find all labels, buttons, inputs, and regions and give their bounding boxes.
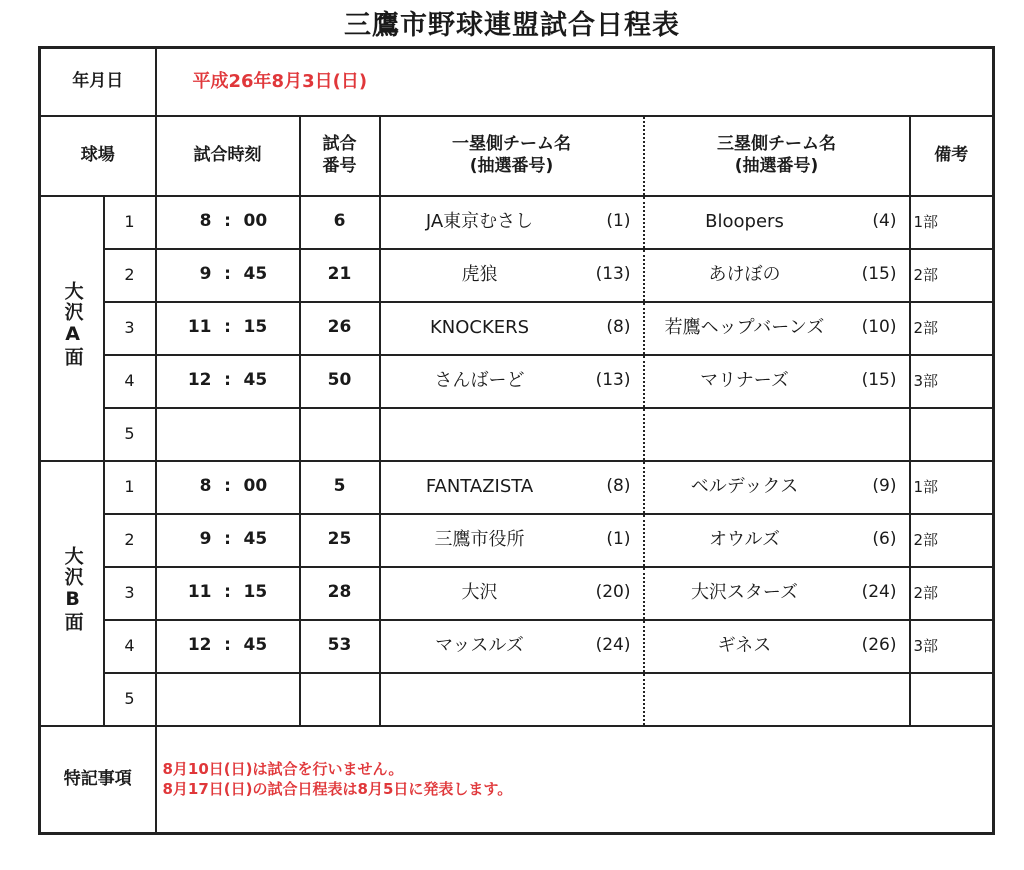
time-hour: 12 <box>187 635 212 656</box>
table-row <box>40 567 994 620</box>
game-time <box>156 567 300 620</box>
ground-name: 大沢A面 <box>61 281 84 369</box>
home-team-cell <box>380 620 644 673</box>
col-game-no-line1: 試合 <box>322 134 357 155</box>
slot-number: 3 <box>104 302 156 355</box>
away-team-lot: (10) <box>861 317 897 338</box>
ground-name: 大沢B面 <box>61 546 84 634</box>
time-separator: : <box>224 370 231 391</box>
away-team-cell <box>644 355 910 408</box>
game-time <box>156 620 300 673</box>
home-team-name: JA東京むさし <box>425 210 534 232</box>
away-team-name: 大沢スターズ <box>690 581 799 603</box>
note-cell: 2部 <box>910 302 994 355</box>
time-minute: 00 <box>243 211 268 232</box>
home-team-lot: (20) <box>595 582 631 603</box>
slot-number: 5 <box>104 408 156 461</box>
time-separator: : <box>224 317 231 338</box>
slot-number: 2 <box>104 514 156 567</box>
time-hour: 12 <box>187 370 212 391</box>
away-team-cell <box>644 461 910 514</box>
col-away-header <box>644 116 910 196</box>
col-home-line1: 一塁側チーム名 <box>452 134 571 155</box>
game-number: 53 <box>300 620 380 673</box>
slot-number: 4 <box>104 620 156 673</box>
note-cell: 1部 <box>910 196 994 249</box>
home-team-cell <box>380 408 644 461</box>
time-minute: 45 <box>243 264 268 285</box>
home-team-lot: (1) <box>606 211 631 232</box>
notes-row <box>40 726 994 834</box>
notes-line: 8月17日(日)の試合日程表は8月5日に発表します。 <box>162 780 513 799</box>
away-team-cell <box>644 514 910 567</box>
away-team-cell <box>644 249 910 302</box>
away-team-name: あけぼの <box>708 263 781 285</box>
game-time <box>156 673 300 726</box>
note-cell <box>910 673 994 726</box>
game-time <box>156 196 300 249</box>
game-time <box>156 302 300 355</box>
note-cell: 3部 <box>910 620 994 673</box>
note-cell: 1部 <box>910 461 994 514</box>
home-team-cell <box>380 514 644 567</box>
away-team-cell <box>644 567 910 620</box>
away-team-lot: (9) <box>872 476 897 497</box>
table-row <box>40 249 994 302</box>
home-team-lot: (13) <box>595 264 631 285</box>
schedule-table <box>38 46 995 835</box>
time-hour: 11 <box>187 317 212 338</box>
home-team-name: 大沢 <box>461 581 498 603</box>
date-row <box>40 48 994 116</box>
ground-name-cell <box>40 461 104 726</box>
time-separator: : <box>224 476 231 497</box>
home-team-lot: (8) <box>606 476 631 497</box>
time-minute: 45 <box>243 370 268 391</box>
table-row <box>40 620 994 673</box>
away-team-lot: (4) <box>872 211 897 232</box>
away-team-cell <box>644 673 910 726</box>
away-team-cell <box>644 408 910 461</box>
col-game-no-header <box>300 116 380 196</box>
time-minute: 15 <box>243 582 268 603</box>
game-number <box>300 408 380 461</box>
away-team-lot: (6) <box>872 529 897 550</box>
game-number: 25 <box>300 514 380 567</box>
home-team-name: 三鷹市役所 <box>434 528 525 550</box>
note-cell: 2部 <box>910 567 994 620</box>
time-hour: 8 <box>199 211 212 232</box>
game-number: 26 <box>300 302 380 355</box>
table-row <box>40 302 994 355</box>
notes-line: 8月10日(日)は試合を行いません。 <box>162 760 404 778</box>
slot-number: 2 <box>104 249 156 302</box>
col-game-no-line2: 番号 <box>322 155 357 176</box>
away-team-lot: (26) <box>861 635 897 656</box>
ground-name-cell <box>40 196 104 461</box>
note-cell <box>910 408 994 461</box>
game-number: 21 <box>300 249 380 302</box>
game-number: 5 <box>300 461 380 514</box>
home-team-name: マッスルズ <box>435 634 524 656</box>
table-row <box>40 461 994 514</box>
home-team-name: 虎狼 <box>461 263 498 285</box>
home-team-cell <box>380 302 644 355</box>
away-team-name: Bloopers <box>705 210 784 232</box>
time-separator: : <box>224 635 231 656</box>
table-row <box>40 355 994 408</box>
slot-number: 3 <box>104 567 156 620</box>
game-number: 6 <box>300 196 380 249</box>
time-separator: : <box>224 264 231 285</box>
table-row <box>40 408 994 461</box>
game-time <box>156 408 300 461</box>
col-time-header: 試合時刻 <box>156 116 300 196</box>
date-label: 年月日 <box>40 48 156 116</box>
slot-number: 1 <box>104 461 156 514</box>
notes-label: 特記事項 <box>40 726 156 834</box>
table-row <box>40 673 994 726</box>
col-away-line1: 三塁側チーム名 <box>717 134 836 155</box>
away-team-cell <box>644 302 910 355</box>
home-team-lot: (8) <box>606 317 631 338</box>
note-cell: 2部 <box>910 514 994 567</box>
away-team-name: 若鷹ヘップバーンズ <box>664 316 825 338</box>
time-minute: 45 <box>243 635 268 656</box>
column-header-row <box>40 116 994 196</box>
col-home-header <box>380 116 644 196</box>
away-team-lot: (15) <box>861 370 897 391</box>
away-team-cell <box>644 196 910 249</box>
home-team-cell <box>380 355 644 408</box>
time-separator: : <box>224 211 231 232</box>
time-separator: : <box>224 582 231 603</box>
home-team-lot: (24) <box>595 635 631 656</box>
col-home-line2: (抽選番号) <box>469 155 554 176</box>
away-team-cell <box>644 620 910 673</box>
home-team-cell <box>380 249 644 302</box>
notes-content <box>156 726 994 834</box>
note-cell: 2部 <box>910 249 994 302</box>
page-title: 三鷹市野球連盟試合日程表 <box>344 10 680 41</box>
home-team-lot: (1) <box>606 529 631 550</box>
time-minute: 15 <box>243 317 268 338</box>
time-hour: 8 <box>199 476 212 497</box>
col-away-line2: (抽選番号) <box>734 155 819 176</box>
home-team-name: さんばーど <box>434 369 525 391</box>
home-team-name: KNOCKERS <box>429 316 530 338</box>
time-hour: 9 <box>199 264 212 285</box>
col-note-header: 備考 <box>910 116 994 196</box>
away-team-name: マリナーズ <box>700 369 789 391</box>
slot-number: 5 <box>104 673 156 726</box>
game-time <box>156 461 300 514</box>
date-value: 平成26年8月3日(日) <box>156 48 994 116</box>
game-number <box>300 673 380 726</box>
slot-number: 4 <box>104 355 156 408</box>
table-row <box>40 514 994 567</box>
game-time <box>156 514 300 567</box>
game-time <box>156 249 300 302</box>
game-number: 28 <box>300 567 380 620</box>
home-team-name: FANTAZISTA <box>425 475 534 497</box>
time-minute: 00 <box>243 476 268 497</box>
away-team-name: ベルデックス <box>690 475 799 497</box>
col-ground-header: 球場 <box>40 116 156 196</box>
away-team-lot: (24) <box>861 582 897 603</box>
away-team-name: オウルズ <box>709 528 780 550</box>
home-team-cell <box>380 567 644 620</box>
time-separator: : <box>224 529 231 550</box>
game-time <box>156 355 300 408</box>
away-team-lot: (15) <box>861 264 897 285</box>
time-hour: 11 <box>187 582 212 603</box>
time-minute: 45 <box>243 529 268 550</box>
time-hour: 9 <box>199 529 212 550</box>
away-team-name: ギネス <box>717 634 772 656</box>
home-team-cell <box>380 196 644 249</box>
table-row <box>40 196 994 249</box>
home-team-cell <box>380 673 644 726</box>
slot-number: 1 <box>104 196 156 249</box>
note-cell: 3部 <box>910 355 994 408</box>
home-team-lot: (13) <box>595 370 631 391</box>
game-number: 50 <box>300 355 380 408</box>
home-team-cell <box>380 461 644 514</box>
